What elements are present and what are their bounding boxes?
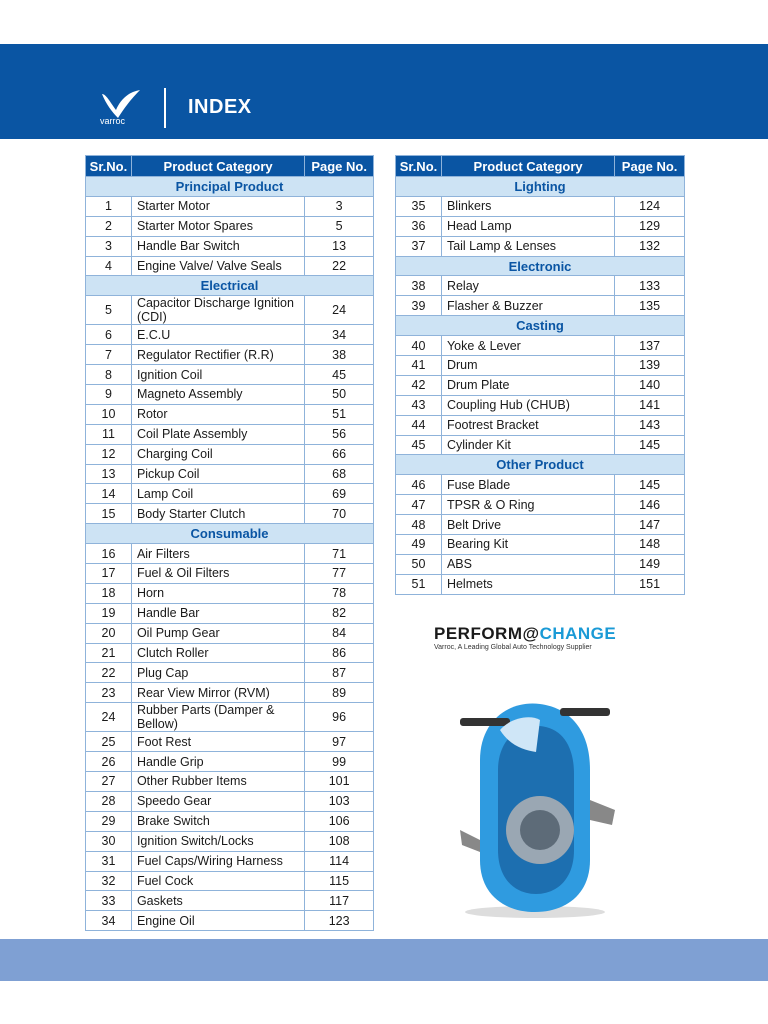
product-name-cell: Drum <box>441 356 614 376</box>
footer-band <box>0 939 768 981</box>
product-name-cell: Magneto Assembly <box>131 385 304 405</box>
table-row <box>86 544 374 564</box>
sr-no-cell: 37 <box>396 236 442 256</box>
table-row <box>86 603 374 623</box>
table-row <box>396 216 685 236</box>
sr-no-cell: 36 <box>396 216 442 236</box>
sr-no-cell: 17 <box>86 564 132 584</box>
sr-no-cell: 32 <box>86 871 132 891</box>
product-name-cell: Plug Cap <box>131 663 304 683</box>
product-name-cell: Rubber Parts (Damper & Bellow) <box>131 703 304 732</box>
table-row <box>86 891 374 911</box>
category-row <box>86 276 374 296</box>
page-no-cell: 34 <box>305 325 374 345</box>
category-row <box>396 177 685 197</box>
product-name-cell: Capacitor Discharge Ignition (CDI) <box>131 296 304 325</box>
product-name-cell: Pickup Coil <box>131 464 304 484</box>
product-name-cell: Fuel Cock <box>131 871 304 891</box>
table-row <box>396 535 685 555</box>
sr-no-cell: 9 <box>86 385 132 405</box>
product-name-cell: Ignition Switch/Locks <box>131 831 304 851</box>
table-row <box>86 236 374 256</box>
table-row <box>86 464 374 484</box>
tagline-subtitle: Varroc, A Leading Global Auto Technology Supplier <box>434 644 592 651</box>
product-name-cell: Other Rubber Items <box>131 772 304 792</box>
sr-no-cell: 44 <box>396 415 442 435</box>
category-label: Casting <box>396 316 685 336</box>
table-row <box>86 703 374 732</box>
product-name-cell: Flasher & Buzzer <box>441 296 614 316</box>
table-row <box>86 385 374 405</box>
sr-no-cell: 10 <box>86 404 132 424</box>
page-no-cell: 45 <box>305 365 374 385</box>
table-row <box>396 395 685 415</box>
product-name-cell: Handle Grip <box>131 752 304 772</box>
page-no-cell: 140 <box>615 375 685 395</box>
product-name-cell: Charging Coil <box>131 444 304 464</box>
table-row <box>86 404 374 424</box>
page-no-cell: 101 <box>305 772 374 792</box>
table-row <box>396 236 685 256</box>
sr-no-cell: 23 <box>86 683 132 703</box>
sr-no-cell: 38 <box>396 276 442 296</box>
table-row <box>396 276 685 296</box>
page-no-cell: 148 <box>615 535 685 555</box>
page-no-cell: 24 <box>305 296 374 325</box>
product-name-cell: Fuse Blade <box>441 475 614 495</box>
sr-no-cell: 22 <box>86 663 132 683</box>
product-name-cell: Ignition Coil <box>131 365 304 385</box>
category-row <box>396 316 685 336</box>
table-row <box>396 435 685 455</box>
sr-no-cell: 12 <box>86 444 132 464</box>
sr-no-cell: 7 <box>86 345 132 365</box>
sr-no-cell: 19 <box>86 603 132 623</box>
page-no-cell: 50 <box>305 385 374 405</box>
sr-no-cell: 49 <box>396 535 442 555</box>
table-row <box>86 643 374 663</box>
page-no-cell: 108 <box>305 831 374 851</box>
table-row <box>86 663 374 683</box>
page-no-cell: 123 <box>305 911 374 931</box>
product-name-cell: Gaskets <box>131 891 304 911</box>
header-product-category: Product Category <box>441 156 614 177</box>
product-name-cell: Body Starter Clutch <box>131 504 304 524</box>
product-name-cell: Rotor <box>131 404 304 424</box>
product-name-cell: Tail Lamp & Lenses <box>441 236 614 256</box>
product-name-cell: Bearing Kit <box>441 535 614 555</box>
product-name-cell: Drum Plate <box>441 375 614 395</box>
product-name-cell: Helmets <box>441 574 614 594</box>
page-no-cell: 103 <box>305 791 374 811</box>
table-row <box>86 345 374 365</box>
page-no-cell: 38 <box>305 345 374 365</box>
sr-no-cell: 11 <box>86 424 132 444</box>
header-sr-no: Sr.No. <box>86 156 132 177</box>
page-no-cell: 86 <box>305 643 374 663</box>
table-row <box>86 216 374 236</box>
table-row <box>86 623 374 643</box>
product-name-cell: Brake Switch <box>131 811 304 831</box>
sr-no-cell: 28 <box>86 791 132 811</box>
table-row <box>86 256 374 276</box>
product-name-cell: TPSR & O Ring <box>441 495 614 515</box>
header-page-no: Page No. <box>305 156 374 177</box>
page-no-cell: 137 <box>615 336 685 356</box>
sr-no-cell: 21 <box>86 643 132 663</box>
table-row <box>396 495 685 515</box>
table-row <box>86 831 374 851</box>
page-no-cell: 146 <box>615 495 685 515</box>
table-row <box>86 811 374 831</box>
sr-no-cell: 48 <box>396 515 442 535</box>
header-page-no: Page No. <box>615 156 685 177</box>
page-title: INDEX <box>188 96 252 118</box>
table-row <box>396 475 685 495</box>
product-name-cell: Handle Bar Switch <box>131 236 304 256</box>
product-name-cell: Head Lamp <box>441 216 614 236</box>
sr-no-cell: 46 <box>396 475 442 495</box>
sr-no-cell: 29 <box>86 811 132 831</box>
page-no-cell: 84 <box>305 623 374 643</box>
sr-no-cell: 15 <box>86 504 132 524</box>
table-row <box>86 325 374 345</box>
table-row <box>396 375 685 395</box>
table-row <box>86 871 374 891</box>
page-no-cell: 82 <box>305 603 374 623</box>
table-row <box>86 504 374 524</box>
category-label: Lighting <box>396 177 685 197</box>
product-name-cell: Engine Oil <box>131 911 304 931</box>
sr-no-cell: 34 <box>86 911 132 931</box>
page-no-cell: 69 <box>305 484 374 504</box>
sr-no-cell: 14 <box>86 484 132 504</box>
page-no-cell: 66 <box>305 444 374 464</box>
sr-no-cell: 41 <box>396 356 442 376</box>
sr-no-cell: 24 <box>86 703 132 732</box>
sr-no-cell: 47 <box>396 495 442 515</box>
table-row <box>396 574 685 594</box>
table-row <box>86 196 374 216</box>
page-no-cell: 151 <box>615 574 685 594</box>
page-no-cell: 71 <box>305 544 374 564</box>
sr-no-cell: 16 <box>86 544 132 564</box>
page-no-cell: 129 <box>615 216 685 236</box>
sr-no-cell: 6 <box>86 325 132 345</box>
logo-text: varroc <box>100 116 126 126</box>
product-name-cell: Handle Bar <box>131 603 304 623</box>
table-row <box>86 772 374 792</box>
page-no-cell: 147 <box>615 515 685 535</box>
product-name-cell: Rear View Mirror (RVM) <box>131 683 304 703</box>
page-no-cell: 135 <box>615 296 685 316</box>
sr-no-cell: 40 <box>396 336 442 356</box>
page-no-cell: 149 <box>615 554 685 574</box>
page-no-cell: 115 <box>305 871 374 891</box>
table-row <box>86 683 374 703</box>
category-label: Consumable <box>86 524 374 544</box>
table-row <box>396 296 685 316</box>
category-row <box>396 455 685 475</box>
product-name-cell: Engine Valve/ Valve Seals <box>131 256 304 276</box>
page-no-cell: 97 <box>305 732 374 752</box>
index-table-left <box>85 155 374 931</box>
page-no-cell: 22 <box>305 256 374 276</box>
page-no-cell: 96 <box>305 703 374 732</box>
table-row <box>396 356 685 376</box>
product-name-cell: Air Filters <box>131 544 304 564</box>
table-row <box>396 196 685 216</box>
page-no-cell: 145 <box>615 475 685 495</box>
sr-no-cell: 39 <box>396 296 442 316</box>
page-no-cell: 77 <box>305 564 374 584</box>
category-label: Electrical <box>86 276 374 296</box>
page-no-cell: 87 <box>305 663 374 683</box>
sr-no-cell: 27 <box>86 772 132 792</box>
page-no-cell: 106 <box>305 811 374 831</box>
page-no-cell: 13 <box>305 236 374 256</box>
table-row <box>86 752 374 772</box>
category-label: Electronic <box>396 256 685 276</box>
sr-no-cell: 2 <box>86 216 132 236</box>
sr-no-cell: 45 <box>396 435 442 455</box>
sr-no-cell: 13 <box>86 464 132 484</box>
table-row <box>86 583 374 603</box>
product-name-cell: Foot Rest <box>131 732 304 752</box>
product-name-cell: Cylinder Kit <box>441 435 614 455</box>
page-no-cell: 56 <box>305 424 374 444</box>
sr-no-cell: 35 <box>396 196 442 216</box>
page-no-cell: 78 <box>305 583 374 603</box>
sr-no-cell: 20 <box>86 623 132 643</box>
category-label: Other Product <box>396 455 685 475</box>
page-no-cell: 70 <box>305 504 374 524</box>
product-name-cell: Starter Motor <box>131 196 304 216</box>
product-name-cell: Footrest Bracket <box>441 415 614 435</box>
table-row <box>86 851 374 871</box>
page-no-cell: 89 <box>305 683 374 703</box>
sr-no-cell: 3 <box>86 236 132 256</box>
sr-no-cell: 43 <box>396 395 442 415</box>
sr-no-cell: 4 <box>86 256 132 276</box>
product-name-cell: Relay <box>441 276 614 296</box>
header-product-category: Product Category <box>131 156 304 177</box>
tagline-perform: PERFORM@ <box>434 624 540 643</box>
table-row <box>86 911 374 931</box>
product-name-cell: Starter Motor Spares <box>131 216 304 236</box>
product-name-cell: Regulator Rectifier (R.R) <box>131 345 304 365</box>
page-no-cell: 51 <box>305 404 374 424</box>
table-row <box>86 365 374 385</box>
product-name-cell: Blinkers <box>441 196 614 216</box>
sr-no-cell: 1 <box>86 196 132 216</box>
page-no-cell: 117 <box>305 891 374 911</box>
header-divider <box>164 88 166 128</box>
table-row <box>86 484 374 504</box>
sr-no-cell: 26 <box>86 752 132 772</box>
product-name-cell: Coupling Hub (CHUB) <box>441 395 614 415</box>
page-no-cell: 145 <box>615 435 685 455</box>
sr-no-cell: 33 <box>86 891 132 911</box>
page-no-cell: 132 <box>615 236 685 256</box>
page-no-cell: 133 <box>615 276 685 296</box>
table-row <box>86 296 374 325</box>
page-no-cell: 139 <box>615 356 685 376</box>
page-no-cell: 141 <box>615 395 685 415</box>
table-row <box>86 444 374 464</box>
page-no-cell: 114 <box>305 851 374 871</box>
product-name-cell: Coil Plate Assembly <box>131 424 304 444</box>
product-name-cell: Yoke & Lever <box>441 336 614 356</box>
sr-no-cell: 51 <box>396 574 442 594</box>
product-name-cell: Clutch Roller <box>131 643 304 663</box>
product-name-cell: Lamp Coil <box>131 484 304 504</box>
concept-bike-image <box>440 690 630 920</box>
product-name-cell: E.C.U <box>131 325 304 345</box>
page-no-cell: 124 <box>615 196 685 216</box>
sr-no-cell: 30 <box>86 831 132 851</box>
page-no-cell: 3 <box>305 196 374 216</box>
sr-no-cell: 31 <box>86 851 132 871</box>
table-row <box>396 554 685 574</box>
product-name-cell: ABS <box>441 554 614 574</box>
table-row <box>86 791 374 811</box>
page-no-cell: 143 <box>615 415 685 435</box>
sr-no-cell: 8 <box>86 365 132 385</box>
table-row <box>396 336 685 356</box>
table-row <box>86 732 374 752</box>
sr-no-cell: 5 <box>86 296 132 325</box>
product-name-cell: Horn <box>131 583 304 603</box>
product-name-cell: Speedo Gear <box>131 791 304 811</box>
header-sr-no: Sr.No. <box>396 156 442 177</box>
category-row <box>86 524 374 544</box>
tagline <box>434 624 616 644</box>
sr-no-cell: 50 <box>396 554 442 574</box>
sr-no-cell: 42 <box>396 375 442 395</box>
category-row <box>86 177 374 197</box>
category-label: Principal Product <box>86 177 374 197</box>
product-name-cell: Fuel Caps/Wiring Harness <box>131 851 304 871</box>
table-row <box>86 564 374 584</box>
table-row <box>396 415 685 435</box>
tagline-change: CHANGE <box>539 624 617 643</box>
product-name-cell: Fuel & Oil Filters <box>131 564 304 584</box>
table-row <box>396 515 685 535</box>
index-table-right <box>395 155 685 595</box>
category-row <box>396 256 685 276</box>
sr-no-cell: 18 <box>86 583 132 603</box>
page-no-cell: 5 <box>305 216 374 236</box>
page-no-cell: 99 <box>305 752 374 772</box>
product-name-cell: Belt Drive <box>441 515 614 535</box>
sr-no-cell: 25 <box>86 732 132 752</box>
page-no-cell: 68 <box>305 464 374 484</box>
product-name-cell: Oil Pump Gear <box>131 623 304 643</box>
varroc-logo-icon <box>96 86 154 132</box>
table-row <box>86 424 374 444</box>
